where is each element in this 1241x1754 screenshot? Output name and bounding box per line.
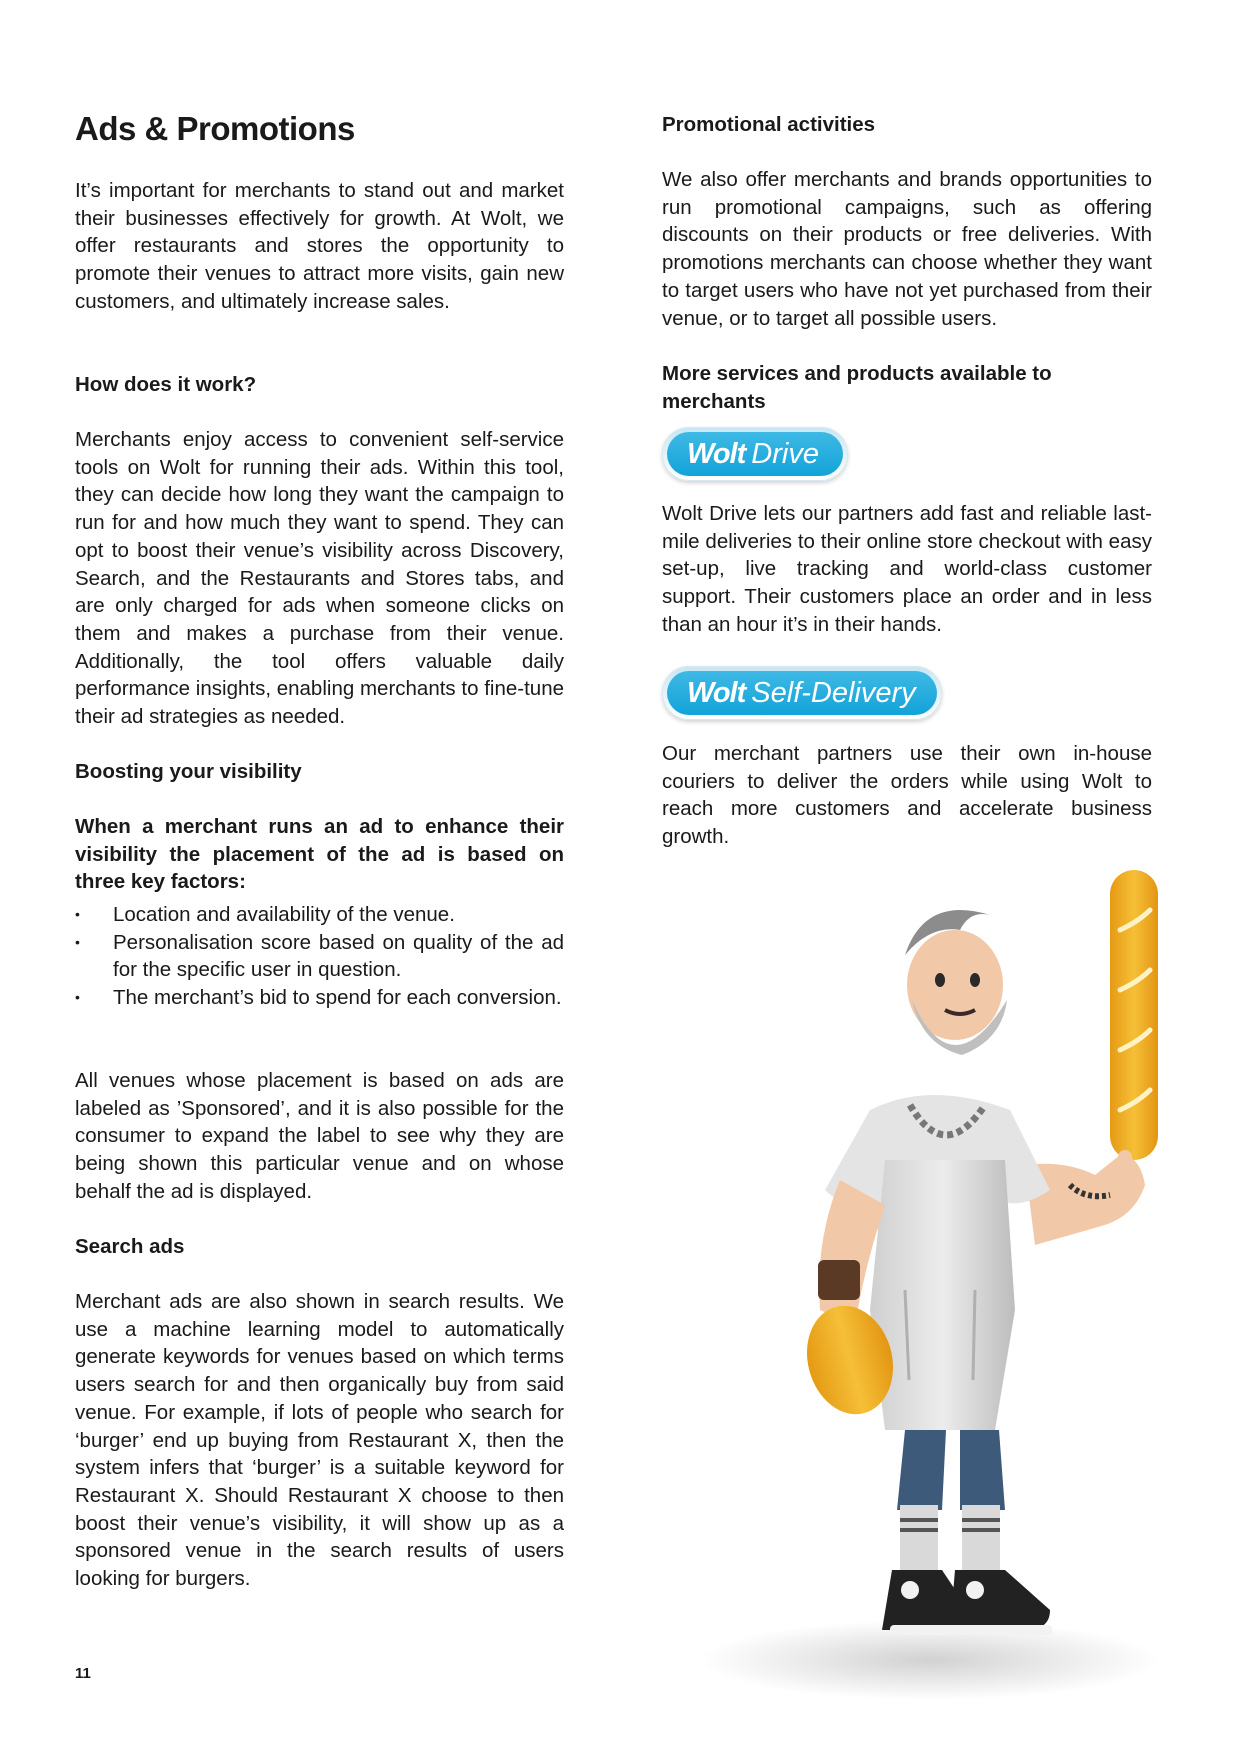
intro-paragraph: It’s important for merchants to stand out and market their businesses effectively for growth. At Wolt, we offer restaurants and stores the opportunity to promote their venues to attract more visits, gain new customers, and ultimately increase sales.	[75, 179, 564, 313]
search-paragraph: Merchant ads are also shown in search results. We use a machine learning model to automatically generate keywords for venues based on which terms users search for and then organically buy from said venue. For example, if lots of people who search for ‘burger’ end up buying from Restaurant X, then the system infers that ‘burger’ is a suitable keyword for Restaurant X. Should Restaurant X choose to then boost their venue’s visibility, it will show up as a sponsored venue in the search results of users looking for burgers.	[75, 1290, 564, 1591]
page-title: Ads & Promotions	[75, 110, 355, 147]
search-heading: Search ads	[75, 1235, 185, 1258]
baguette-icon	[1110, 870, 1158, 1160]
factors-list	[75, 901, 564, 1012]
how-paragraph: Merchants enjoy access to convenient self-service tools on Wolt for running their ads. Within this tool, they can decide how long they want the campaign to run for and how much they want to spend. They can opt to boost their venue’s visibility across Discovery, Search, and the Restaurants and Stores tabs, and are only charged for ads when someone clicks on them and makes a purchase from their venue. Additionally, the tool offers valuable daily performance insights, enabling merchants to fine-tune their ad strategies as needed.	[75, 428, 564, 729]
page-number: 11	[75, 1665, 91, 1682]
baker-illustration	[700, 860, 1180, 1720]
wolt-self-delivery-logo: Wolt Self-Delivery	[662, 666, 942, 720]
promo-paragraph: We also offer merchants and brands opportunities to run promotional campaigns, such as offering discounts on their products or free deliveries. With promotions merchants can choose whether they want to target users who have not yet purchased from their venue, or to target all possible users.	[662, 168, 1152, 330]
drive-paragraph: Wolt Drive lets our partners add fast and reliable last-mile deliveries to their online store checkout with easy set-up, live tracking and world-class customer support. Their customers place an order and in less than an hour it’s in their hands.	[662, 502, 1152, 636]
boost-subheading: When a merchant runs an ad to enhance their visibility the placement of the ad is based on three key factors:	[75, 815, 564, 894]
promo-heading: Promotional activities	[662, 113, 876, 136]
self-delivery-paragraph: Our merchant partners use their own in-house couriers to deliver the orders while using Wolt to reach more customers and accelerate business growth.	[662, 742, 1152, 849]
sponsored-paragraph: All venues whose placement is based on ads are labeled as ’Sponsored’, and it is also possible for the consumer to expand the label to see why they are being shown this particular venue and on whose behalf the ad is displayed.	[75, 1069, 564, 1203]
services-heading: More services and products available to merchants	[662, 362, 1052, 413]
list-item: • Personalisation score based on quality of the ad for the specific user in question.	[75, 929, 564, 984]
list-item: • The merchant’s bid to spend for each conversion.	[75, 984, 564, 1012]
wolt-drive-logo: Wolt Drive	[662, 427, 848, 481]
how-heading: How does it work?	[75, 373, 257, 396]
list-item: • Location and availability of the venue.	[75, 901, 564, 929]
boost-heading: Boosting your visibility	[75, 760, 302, 783]
